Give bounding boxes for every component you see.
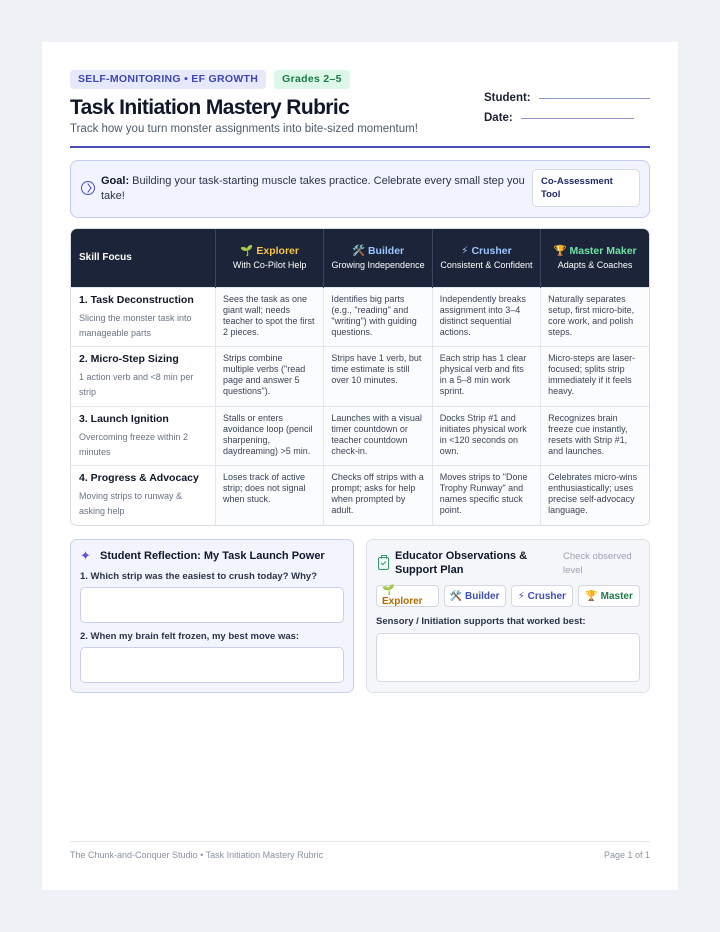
rubric-cell[interactable]: Micro-steps are laser-focused; splits strip immediately if it feels heavy. bbox=[541, 347, 649, 407]
level-desc: Growing Independence bbox=[331, 259, 425, 270]
co-assessment-tool-badge: Co-Assessment Tool bbox=[532, 169, 640, 207]
page-content bbox=[70, 70, 650, 693]
page-subtitle: Track how you turn monster assignments into bite-sized momentum! bbox=[70, 123, 418, 135]
grades-tag: Grades 2–5 bbox=[274, 70, 350, 89]
level-desc: Adapts & Coaches bbox=[557, 259, 633, 270]
rubric-cell[interactable]: Recognizes brain freeze cue instantly, resets with Strip #1, and launches. bbox=[541, 406, 649, 466]
clipboard-check-icon bbox=[378, 557, 389, 570]
observations-title: Educator Observations & Support Plan bbox=[395, 550, 528, 576]
header-divider bbox=[70, 146, 650, 148]
date-field[interactable] bbox=[484, 104, 650, 124]
level-name: Crusher bbox=[471, 244, 512, 257]
skill-desc: 1 action verb and <8 min per strip bbox=[79, 372, 194, 397]
skill-focus-header: Skill Focus bbox=[71, 229, 216, 287]
worksheet-page bbox=[42, 42, 678, 890]
table-row bbox=[71, 466, 649, 526]
rubric-cell[interactable]: Docks Strip #1 and initiates physical work in <120 seconds on own. bbox=[432, 406, 540, 466]
educator-observations-panel bbox=[366, 539, 650, 693]
footer-left: The Chunk-and-Conquer Studio • Task Initiation Mastery Rubric bbox=[70, 850, 324, 860]
date-line[interactable] bbox=[521, 118, 634, 119]
rubric-cell[interactable]: Each strip has 1 clear physical verb and fits in a 5–8 min work sprint. bbox=[432, 347, 540, 407]
skill-desc: Moving strips to runway & asking help bbox=[79, 491, 183, 516]
level-header-master bbox=[541, 229, 649, 287]
supports-label: Sensory / Initiation supports that worked best: bbox=[376, 616, 586, 627]
rubric-cell[interactable]: Naturally separates setup, first micro-bite, core work, and polish steps. bbox=[541, 287, 649, 347]
rubric-cell[interactable]: Sees the task as one giant wall; needs teacher to spot the first 2 pieces. bbox=[216, 287, 324, 347]
student-meta bbox=[484, 84, 650, 124]
reflection-question-2: 2. When my brain felt frozen, my best move was: bbox=[80, 631, 300, 642]
rubric-cell[interactable]: Independently breaks assignment into 3–4 distinct sequential actions. bbox=[432, 287, 540, 347]
reflection-answer-1[interactable] bbox=[80, 587, 344, 623]
student-reflection-panel bbox=[70, 539, 354, 693]
skill-cell bbox=[71, 347, 216, 407]
rubric-cell[interactable]: Loses track of active strip; does not signal when stuck. bbox=[216, 466, 324, 526]
level-name: Master Maker bbox=[569, 244, 637, 257]
skill-desc: Overcoming freeze within 2 minutes bbox=[79, 431, 189, 457]
goal-text bbox=[101, 174, 531, 203]
level-name: Builder bbox=[367, 244, 405, 257]
goal-body: Building your task-starting muscle takes practice. Celebrate every small step you take! bbox=[101, 175, 525, 202]
skill-desc: Slicing the monster task into manageable parts bbox=[79, 312, 192, 338]
page-footer bbox=[70, 841, 650, 860]
level-chips bbox=[376, 585, 640, 607]
level-desc: Consistent & Confident bbox=[440, 259, 533, 270]
skill-cell bbox=[71, 287, 216, 347]
student-line[interactable] bbox=[539, 98, 650, 99]
chip-crusher[interactable]: ⚡ Crusher bbox=[511, 585, 574, 607]
skill-cell bbox=[71, 406, 216, 466]
rubric-cell[interactable]: Celebrates micro-wins enthusiastically; uses precise self-advocacy language. bbox=[541, 466, 649, 526]
reflection-header bbox=[80, 549, 344, 563]
rubric-cell[interactable]: Stalls or enters avoidance loop (pencil sharpening, daydreaming) >5 min. bbox=[216, 406, 324, 466]
footer-page-number: Page 1 of 1 bbox=[603, 850, 650, 860]
rubric-cell[interactable]: Moves strips to "Done Trophy Runway" and names specific stuck point. bbox=[432, 466, 540, 526]
reflection-answer-2[interactable] bbox=[80, 647, 344, 683]
skill-name: 4. Progress & Advocacy bbox=[79, 472, 199, 484]
trophy-icon: 🏆 bbox=[553, 244, 567, 257]
table-row bbox=[71, 347, 649, 407]
category-tag: SELF-MONITORING • EF GROWTH bbox=[70, 70, 266, 89]
skill-name: 1. Task Deconstruction bbox=[79, 293, 194, 306]
level-header-builder bbox=[324, 229, 432, 287]
goal-label: Goal: bbox=[101, 175, 130, 187]
chip-builder[interactable]: 🛠️ Builder bbox=[444, 585, 506, 607]
rubric-cell[interactable]: Identifies big parts (e.g., "reading" and "writing") with guiding questions. bbox=[324, 287, 432, 347]
chip-master[interactable]: 🏆 Master bbox=[578, 585, 640, 607]
reflection-question-1: 1. Which strip was the easiest to crush today? Why? bbox=[80, 571, 318, 582]
rubric-cell[interactable]: Launches with a visual timer countdown or teacher countdown check-in. bbox=[324, 406, 432, 466]
level-header-crusher bbox=[432, 229, 540, 287]
rubric-cell[interactable]: Strips combine multiple verbs ("read page and answer 5 questions"). bbox=[216, 347, 324, 407]
student-field[interactable] bbox=[484, 84, 650, 104]
skill-cell bbox=[71, 466, 216, 526]
level-name: Explorer bbox=[256, 244, 299, 257]
check-observed-note: Check observed level bbox=[563, 551, 632, 576]
seedling-icon: 🌱 bbox=[240, 244, 254, 257]
rubric-header-row bbox=[71, 229, 649, 287]
goal-callout bbox=[70, 160, 650, 218]
chip-explorer[interactable]: 🌱 Explorer bbox=[376, 585, 439, 607]
table-row bbox=[71, 406, 649, 466]
rubric-table bbox=[70, 228, 650, 526]
bottom-panels bbox=[70, 539, 650, 693]
page-title: Task Initiation Mastery Rubric bbox=[70, 96, 350, 119]
level-desc: With Co-Pilot Help bbox=[232, 259, 307, 270]
reflection-title: Student Reflection: My Task Launch Power bbox=[100, 550, 325, 562]
level-header-explorer bbox=[216, 229, 324, 287]
rubric-cell[interactable]: Checks off strips with a prompt; asks for help when prompted by adult. bbox=[324, 466, 432, 526]
date-label: Date: bbox=[484, 112, 513, 124]
rubric-cell[interactable]: Strips have 1 verb, but time estimate is still over 10 minutes. bbox=[324, 347, 432, 407]
skill-name: 2. Micro-Step Sizing bbox=[79, 353, 179, 365]
table-row bbox=[71, 287, 649, 347]
student-label: Student: bbox=[484, 92, 531, 104]
lightning-icon: ⚡ bbox=[461, 244, 469, 257]
sparkle-icon: ✦ bbox=[80, 548, 91, 563]
tools-icon: 🛠️ bbox=[351, 244, 366, 257]
skill-name: 3. Launch Ignition bbox=[79, 412, 169, 425]
compass-icon bbox=[81, 181, 95, 195]
supports-input[interactable] bbox=[376, 633, 640, 682]
